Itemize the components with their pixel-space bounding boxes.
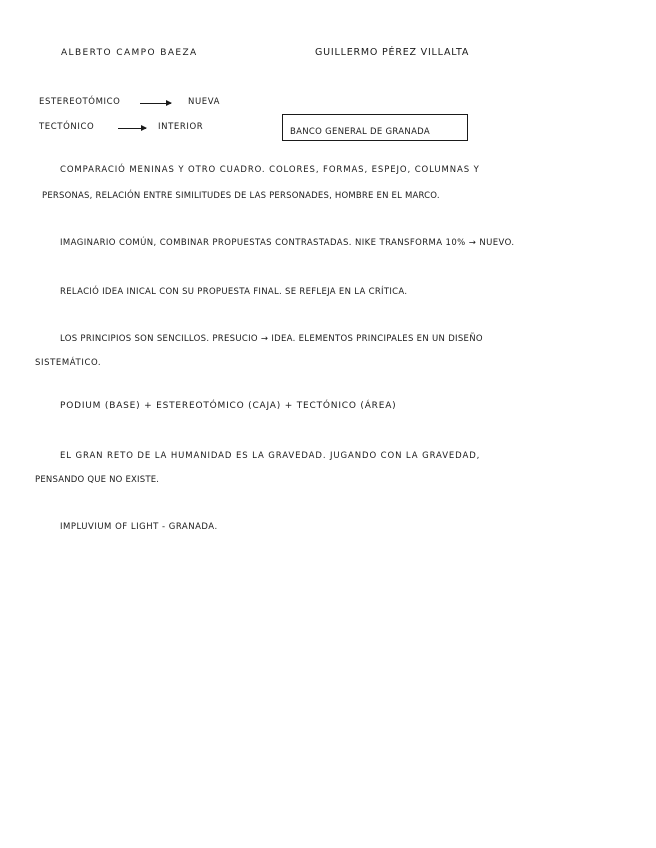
note-line: COMPARACIÓ MENINAS Y OTRO CUADRO. COLORES, FORMAS, ESPEJO, COLUMNAS Y — [60, 165, 480, 175]
note-line: LOS PRINCIPIOS SON SENCILLOS. PRESUCIO → IDEA. ELEMENTOS PRINCIPALES EN UN DISEÑO — [60, 334, 483, 344]
concept-tectonico: TECTÓNICO — [39, 122, 95, 132]
note-line: IMPLUVIUM OF LIGHT - GRANADA. — [60, 522, 218, 532]
note-line: PODIUM (BASE) + ESTEREOTÓMICO (CAJA) + TECTÓNICO (ÁREA) — [60, 401, 397, 411]
note-line: RELACIÓ IDEA INICAL CON SU PROPUESTA FINAL. SE REFLEJA EN LA CRÍTICA. — [60, 287, 408, 297]
author-name-1: ALBERTO CAMPO BAEZA — [61, 48, 198, 58]
arrow-right-icon — [118, 128, 146, 129]
note-line: IMAGINARIO COMÚN, COMBINAR PROPUESTAS CONTRASTADAS. NIKE TRANSFORMA 10% → NUEVO. — [60, 238, 515, 248]
boxed-title-text: BANCO GENERAL DE GRANADA — [290, 127, 430, 137]
author-name-2: GUILLERMO PÉREZ VILLALTA — [315, 47, 470, 58]
arrow-right-icon — [140, 103, 171, 104]
note-line: EL GRAN RETO DE LA HUMANIDAD ES LA GRAVEDAD. JUGANDO CON LA GRAVEDAD, — [60, 451, 481, 461]
note-line: PENSANDO QUE NO EXISTE. — [35, 475, 160, 485]
note-line: PERSONAS, RELACIÓN ENTRE SIMILITUDES DE LAS PERSONADES, HOMBRE EN EL MARCO. — [42, 191, 440, 201]
concept-interior: INTERIOR — [158, 122, 204, 132]
note-line: SISTEMÁTICO. — [35, 358, 102, 368]
boxed-title — [282, 114, 468, 141]
concept-nueva: NUEVA — [188, 97, 221, 107]
concept-estereotomico: ESTEREOTÓMICO — [39, 97, 121, 107]
